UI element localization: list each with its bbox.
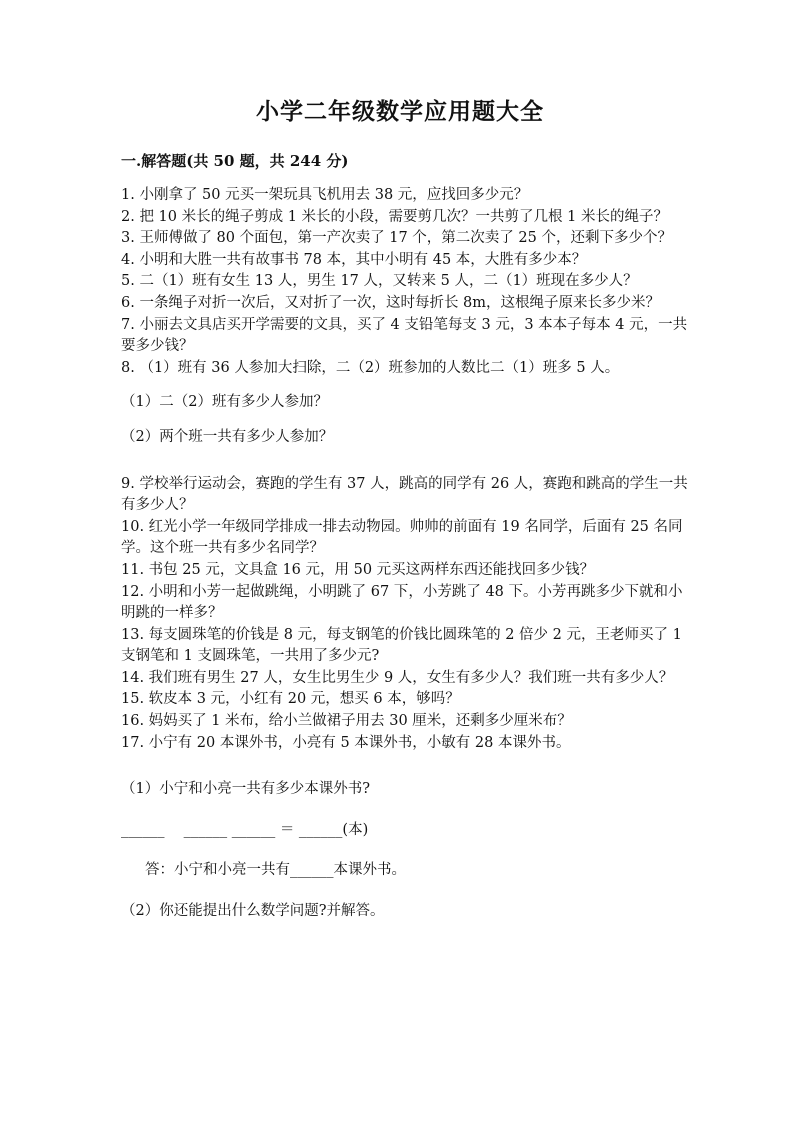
question-10: 10. 红光小学一年级同学排成一排去动物园。帅帅的前面有 19 名同学，后面有 25 名同学。这个班一共有多少名同学？ xyxy=(121,518,683,557)
question-17-sub-2: （2）你还能提出什么数学问题?并解答。 xyxy=(121,903,385,920)
question-17-sub-1: （1）小宁和小亮一共有多少本课外书? xyxy=(121,781,370,798)
question-2: 2. 把 10 米长的绳子剪成 1 米长的小段，需要剪几次？一共剪了几根 1 米长的绳子？ xyxy=(121,208,668,225)
question-1: 1. 小刚拿了 50 元买一架玩具飞机用去 38 元，应找回多少元？ xyxy=(121,187,529,203)
question-4: 4. 小明和大胜一共有故事书 78 本，其中小明有 45 本，大胜有多少本？ xyxy=(121,251,587,268)
question-15: 15. 软皮本 3 元，小红有 20 元，想买 6 本，够吗？ xyxy=(121,691,460,708)
questions-content xyxy=(121,185,691,923)
question-16: 16. 妈妈买了 1 米布，给小兰做裙子用去 30 厘米，还剩多少厘米布？ xyxy=(121,713,572,730)
page-title: 小学二年级数学应用题大全 xyxy=(256,98,544,125)
question-5: 5. 二（1）班有女生 13 人，男生 17 人，又转来 5 人，二（1）班现在多少人？ xyxy=(121,273,638,290)
question-14: 14. 我们班有男生 27 人，女生比男生少 9 人，女生有多少人？我们班一共有多少人？ xyxy=(121,669,674,686)
question-8: 8. （1）班有 36 人参加大扫除，二（2）班参加的人数比二（1）班多 5 人。 xyxy=(121,359,620,376)
question-8-sub-1: （1）二（2）班有多少人参加？ xyxy=(121,394,328,411)
question-12: 12. 小明和小芳一起做跳绳，小明跳了 67 下，小芳跳了 48 下。小芳再跳多少下就和小明跳的一样多？ xyxy=(121,583,683,622)
question-9: 9. 学校举行运动会，赛跑的学生有 37 人，跳高的同学有 26 人，赛跑和跳高的学生一共有多少人？ xyxy=(121,475,688,514)
question-17-answer: 答：小宁和小亮一共有______本课外书。 xyxy=(145,862,406,879)
question-3: 3. 王师傅做了 80 个面包，第一产次卖了 17 个，第二次卖了 25 个，还剩下多少个？ xyxy=(121,230,672,247)
question-6: 6. 一条绳子对折一次后，又对折了一次，这时每折长 8m，这根绳子原来长多少米？ xyxy=(121,294,661,311)
question-17: 17. 小宁有 20 本课外书，小亮有 5 本课外书，小敏有 28 本课外书。 xyxy=(121,734,571,751)
section-heading: 一.解答题(共 50 题，共 244 分) xyxy=(121,152,349,170)
question-17-formula: ______ ______ ______ ＝ ______(本) xyxy=(121,821,369,838)
question-8-sub-2: （2）两个班一共有多少人参加？ xyxy=(121,428,334,445)
question-7: 7. 小丽去文具店买开学需要的文具，买了 4 支铅笔每支 3 元，3 本本子每本 4 元，一共要多少钱？ xyxy=(121,316,688,355)
question-13: 13. 每支圆珠笔的价钱是 8 元，每支钢笔的价钱比圆珠笔的 2 倍少 2 元，王老师买了 1 支钢笔和 1 支圆珠笔，一共用了多少元? xyxy=(121,626,682,665)
question-11: 11. 书包 25 元，文具盒 16 元，用 50 元买这两样东西还能找回多少钱？ xyxy=(121,561,595,578)
